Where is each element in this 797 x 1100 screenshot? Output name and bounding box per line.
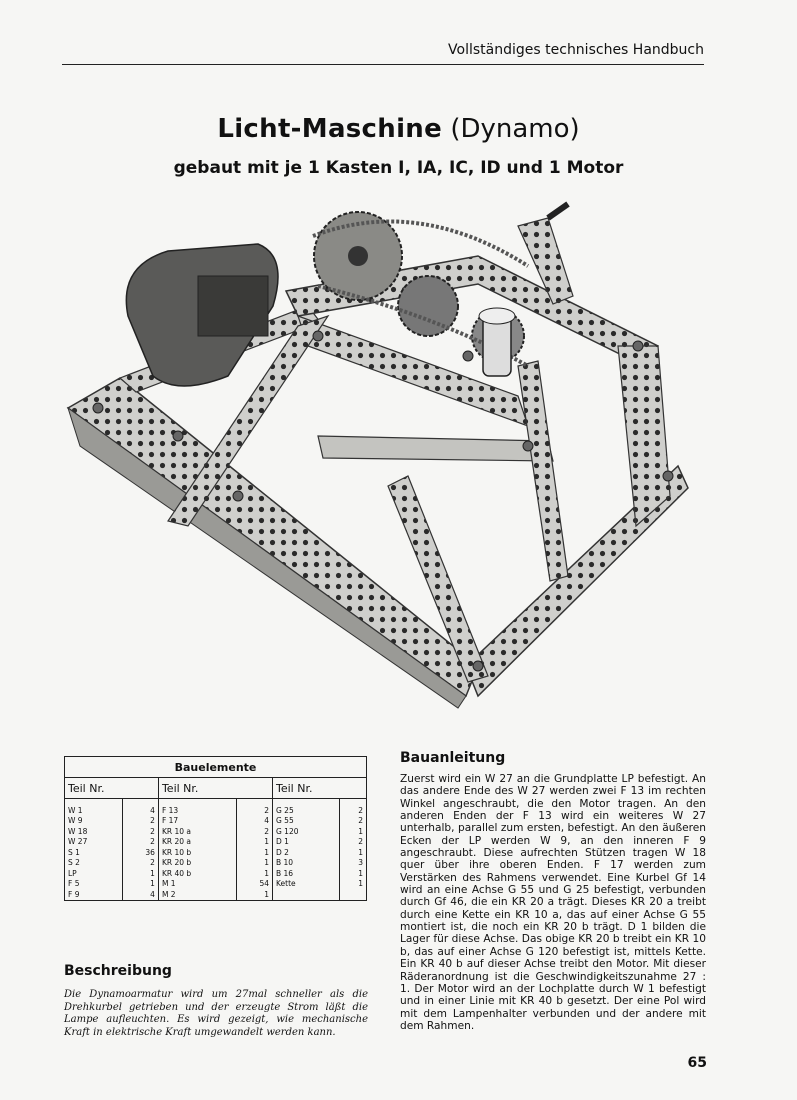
part-quantity-cell: 4 — [122, 805, 158, 816]
part-quantity-cell: 1 — [340, 879, 367, 890]
page-number: 65 — [687, 1055, 707, 1071]
part-quantity-cell — [340, 889, 367, 900]
part-quantity-cell: 3 — [340, 858, 367, 869]
part-quantity-cell: 1 — [122, 879, 158, 890]
part-number-cell: F 5 — [65, 879, 123, 890]
part-quantity-cell: 1 — [237, 837, 273, 848]
dynamo-model-illustration — [58, 196, 692, 712]
title-main: Licht-Maschine — [217, 114, 443, 144]
part-number-cell: Kette — [272, 879, 339, 890]
instructions-heading: Bauanleitung — [400, 750, 506, 766]
part-quantity-cell: 2 — [122, 858, 158, 869]
part-number-cell: W 18 — [65, 826, 123, 837]
part-number-cell: W 1 — [65, 805, 123, 816]
part-number-cell: S 1 — [65, 847, 123, 858]
table-row — [65, 816, 367, 827]
column-header: Teil Nr. — [65, 778, 159, 799]
part-number-cell: W 27 — [65, 837, 123, 848]
part-number-cell: G 55 — [272, 816, 339, 827]
part-number-cell: KR 10 a — [158, 826, 236, 837]
part-quantity-cell: 36 — [122, 847, 158, 858]
part-number-cell: F 13 — [158, 805, 236, 816]
part-quantity-cell: 1 — [340, 847, 367, 858]
part-quantity-cell: 2 — [340, 816, 367, 827]
part-number-cell: S 2 — [65, 858, 123, 869]
part-number-cell — [272, 889, 339, 900]
part-number-cell: B 10 — [272, 858, 339, 869]
table-row — [65, 868, 367, 879]
part-number-cell: M 2 — [158, 889, 236, 900]
table-row — [65, 826, 367, 837]
table-row — [65, 858, 367, 869]
part-quantity-cell: 1 — [340, 868, 367, 879]
part-number-cell: G 25 — [272, 805, 339, 816]
table-row — [65, 805, 367, 816]
parts-table-caption: Bauelemente — [65, 757, 367, 778]
part-quantity-cell: 4 — [237, 816, 273, 827]
instructions-paragraph: Zuerst wird ein W 27 an die Grundplatte LP befestigt. An das andere Ende des W 27 werden zwei F 13 im rechten Winkel angeschraubt, die den Motor tragen. An den anderen Enden der F 13 wird ein weiteres W 27 unterhalb, parallel zum ersten, befestigt. An den äußeren Ecken der LP werden W 9, an den inneren F 9 angeschraubt. Diese aufrechten Stützen tragen W 18 quer über ihre oberen Enden. F 17 werden zum Verstärken des Rahmens verwendet. Eine Kurbel Gf 14 wird an eine Achse G 55 und G 25 befestigt, verbunden durch Gf 46, die ein KR 20 a trägt. Dieses KR 20 a treibt durch eine Kette ein KR 10 a, das auf einer Achse G 55 montiert ist, die noch ein KR 20 b trägt. D 1 bilden die Lager für diese Achse. Das obige KR 20 b treibt ein KR 10 b, das auf einer Achse G 120 befestigt ist, mittels Kette. Ein KR 40 b auf dieser Achse treibt den Motor. Mit dieser Räderanordnung ist die Geschwindigkeitszunahme 27 : 1. Der Motor wird an der Lochplatte durch W 1 befestigt und in einer Linie mit KR 40 b gesetzt. Der eine Pol wird mit dem Lampenhalter verbunden und der andere mit dem Rahmen. — [400, 773, 706, 1032]
table-row — [65, 889, 367, 900]
parts-table — [64, 756, 367, 901]
description-text: Die Dynamoarmatur wird um 27mal schneller als die Drehkurbel getrieben und der erzeugte Strom läßt die Lampe aufleuchten. Es wird gezeigt, wie mechanische Kraft in elektrische Kraft umgewandelt werden kann. — [64, 989, 368, 1038]
part-number-cell: B 16 — [272, 868, 339, 879]
part-quantity-cell: 1 — [237, 858, 273, 869]
column-header: Teil Nr. — [272, 778, 366, 799]
part-quantity-cell: 1 — [237, 847, 273, 858]
column-header: Teil Nr. — [158, 778, 272, 799]
part-number-cell: G 120 — [272, 826, 339, 837]
part-number-cell: D 1 — [272, 837, 339, 848]
part-number-cell: M 1 — [158, 879, 236, 890]
part-quantity-cell: 4 — [122, 889, 158, 900]
part-number-cell: W 9 — [65, 816, 123, 827]
running-title: Vollständiges technisches Handbuch — [448, 42, 704, 58]
part-number-cell: KR 20 a — [158, 837, 236, 848]
part-quantity-cell: 2 — [122, 826, 158, 837]
description-heading: Beschreibung — [64, 963, 172, 979]
part-quantity-cell: 2 — [237, 826, 273, 837]
page-title — [0, 114, 797, 144]
part-quantity-cell: 1 — [237, 889, 273, 900]
part-quantity-cell: 1 — [237, 868, 273, 879]
part-number-cell: D 2 — [272, 847, 339, 858]
part-quantity-cell: 2 — [340, 805, 367, 816]
part-quantity-cell: 2 — [340, 837, 367, 848]
part-quantity-cell: 2 — [122, 837, 158, 848]
part-quantity-cell: 1 — [340, 826, 367, 837]
part-number-cell: KR 10 b — [158, 847, 236, 858]
part-number-cell: KR 20 b — [158, 858, 236, 869]
part-quantity-cell: 2 — [122, 816, 158, 827]
part-number-cell: LP — [65, 868, 123, 879]
part-quantity-cell: 54 — [237, 879, 273, 890]
title-paren: (Dynamo) — [450, 114, 580, 144]
part-quantity-cell: 2 — [237, 805, 273, 816]
running-header — [62, 38, 704, 65]
table-row — [65, 837, 367, 848]
part-quantity-cell: 1 — [122, 868, 158, 879]
page-subtitle: gebaut mit je 1 Kasten I, IA, IC, ID und 1 Motor — [173, 158, 624, 178]
part-number-cell: KR 40 b — [158, 868, 236, 879]
table-row — [65, 847, 367, 858]
instructions-text — [400, 773, 706, 1032]
part-number-cell: F 17 — [158, 816, 236, 827]
table-row — [65, 879, 367, 890]
part-number-cell: F 9 — [65, 889, 123, 900]
